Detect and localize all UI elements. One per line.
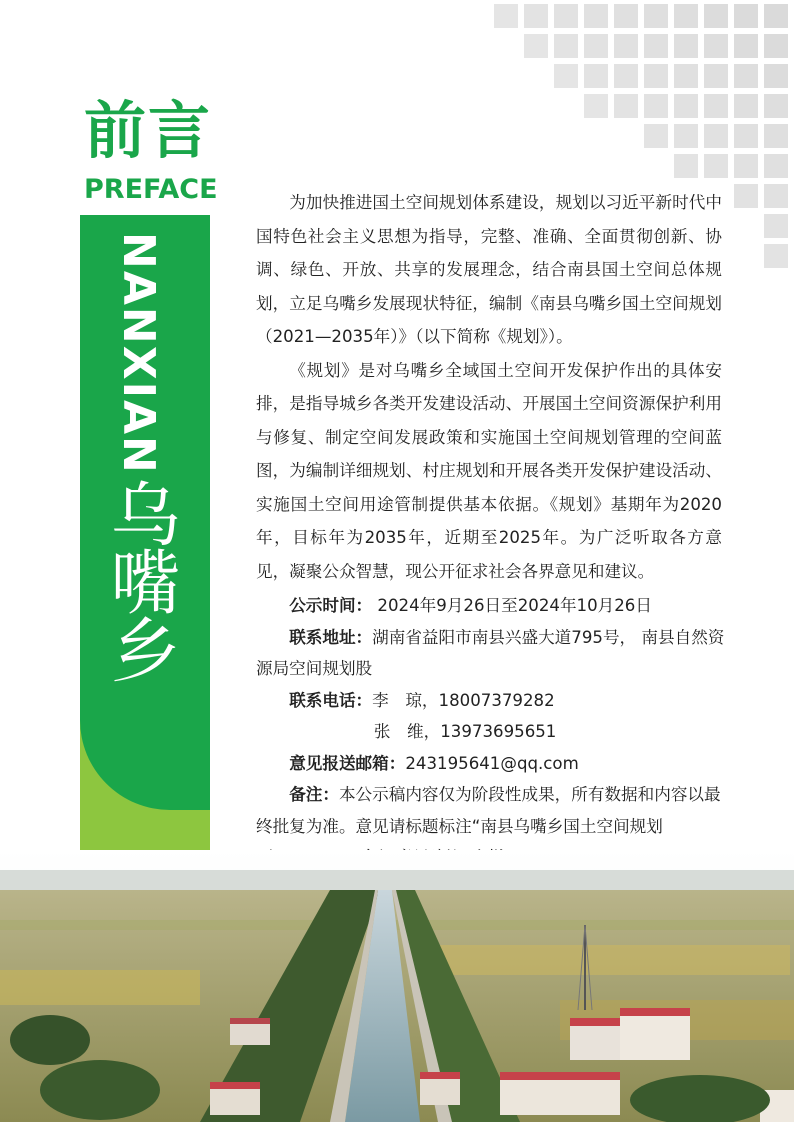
email-label: 意见报送邮箱： <box>289 753 406 773</box>
note-label: 备注： <box>289 785 339 804</box>
notice-info <box>256 590 726 874</box>
page-title: 前言 <box>84 94 213 167</box>
notice-time-row <box>256 590 726 622</box>
decorative-square <box>554 4 578 28</box>
decorative-square <box>524 4 548 28</box>
decorative-square <box>734 184 758 208</box>
address-label: 联系地址： <box>289 627 373 647</box>
decorative-square <box>704 64 728 88</box>
aerial-landscape-photo <box>0 850 794 1122</box>
email-value[interactable]: 243195641@qq.com <box>405 753 579 773</box>
email-row <box>256 748 726 780</box>
decorative-square <box>764 214 788 238</box>
decorative-square <box>674 154 698 178</box>
decorative-square <box>704 124 728 148</box>
decorative-square <box>704 94 728 118</box>
decorative-square <box>734 34 758 58</box>
phone-contact-2: 张 维，13973695651 <box>373 722 557 741</box>
note-value: 本公示稿内容仅为阶段性成果，所有数据和内容以最终批复为准。意见请标题标注“南县乌嘴乡国土空间规划 <box>256 785 721 836</box>
decorative-square <box>734 94 758 118</box>
decorative-square <box>644 4 668 28</box>
notice-time-value: 2024年9月26日至2024年10月26日 <box>372 596 652 615</box>
address-value: 湖南省益阳市南县兴盛大道795号， 南县自然资源局空间规划股 <box>256 627 725 678</box>
preface-paragraph: 《规划》是对乌嘴乡全域国土空间开发保护作出的具体安排，是指导城乡各类开发建设活动、开展国土空间资源保护利用与修复、制定空间发展政策和实施国土空间规划管理的空间蓝图，为编制详细规划、村庄规划和开展各类开发保护建设活动、实施国土空间用途管制提供基本依据。《规划》基期年为2020年，目标年为2035年，近期至2025年。为广泛听取各方意见，凝聚公众智慧，现公开征求社会各界意见和建议。 <box>256 360 722 581</box>
decorative-square <box>614 64 638 88</box>
decorative-square <box>524 34 548 58</box>
decorative-square <box>674 94 698 118</box>
decorative-square <box>704 4 728 28</box>
decorative-square <box>734 4 758 28</box>
decorative-square <box>584 64 608 88</box>
decorative-square <box>584 94 608 118</box>
decorative-square <box>734 124 758 148</box>
decorative-square <box>674 124 698 148</box>
preface-paragraph: 为加快推进国土空间规划体系建设，规划以习近平新时代中国特色社会主义思想为指导，完整、准确、全面贯彻创新、协调、绿色、开放、共享的发展理念，结合南县国土空间总体规划，立足乌嘴乡发展现状特征，编制《南县乌嘴乡国土空间规划（2021—2035年）》（以下简称《规划》）。 <box>256 193 722 346</box>
decorative-square <box>764 154 788 178</box>
decorative-square <box>764 184 788 208</box>
decorative-square <box>584 34 608 58</box>
landscape-image <box>0 850 794 1122</box>
decorative-square <box>614 34 638 58</box>
decorative-square <box>764 34 788 58</box>
decorative-square <box>614 4 638 28</box>
decorative-square <box>674 34 698 58</box>
decorative-square <box>554 64 578 88</box>
decorative-square <box>584 4 608 28</box>
decorative-square <box>644 64 668 88</box>
decorative-square <box>704 34 728 58</box>
decorative-square <box>674 64 698 88</box>
decorative-square <box>614 94 638 118</box>
decorative-square <box>734 64 758 88</box>
phone-label: 联系电话： <box>289 690 373 710</box>
phone-row <box>256 685 726 717</box>
decorative-square <box>644 34 668 58</box>
decorative-square <box>734 154 758 178</box>
decorative-square <box>704 154 728 178</box>
decorative-square <box>764 4 788 28</box>
decorative-square <box>764 64 788 88</box>
decorative-square <box>674 4 698 28</box>
phone-contact-1: 李 琼，18007379282 <box>372 690 555 710</box>
page-subtitle: PREFACE <box>84 174 218 205</box>
decorative-square <box>554 34 578 58</box>
decorative-square <box>494 4 518 28</box>
decorative-square <box>764 94 788 118</box>
address-row <box>256 622 726 685</box>
decorative-square <box>764 244 788 268</box>
preface-body <box>256 186 722 588</box>
decorative-square <box>644 124 668 148</box>
notice-time-label: 公示时间： <box>289 596 373 615</box>
decorative-square <box>644 94 668 118</box>
decorative-square <box>764 124 788 148</box>
sidebar-vertical-cn: 乌嘴乡 <box>99 478 181 682</box>
sidebar-vertical-en: NANXIAN <box>113 232 164 475</box>
